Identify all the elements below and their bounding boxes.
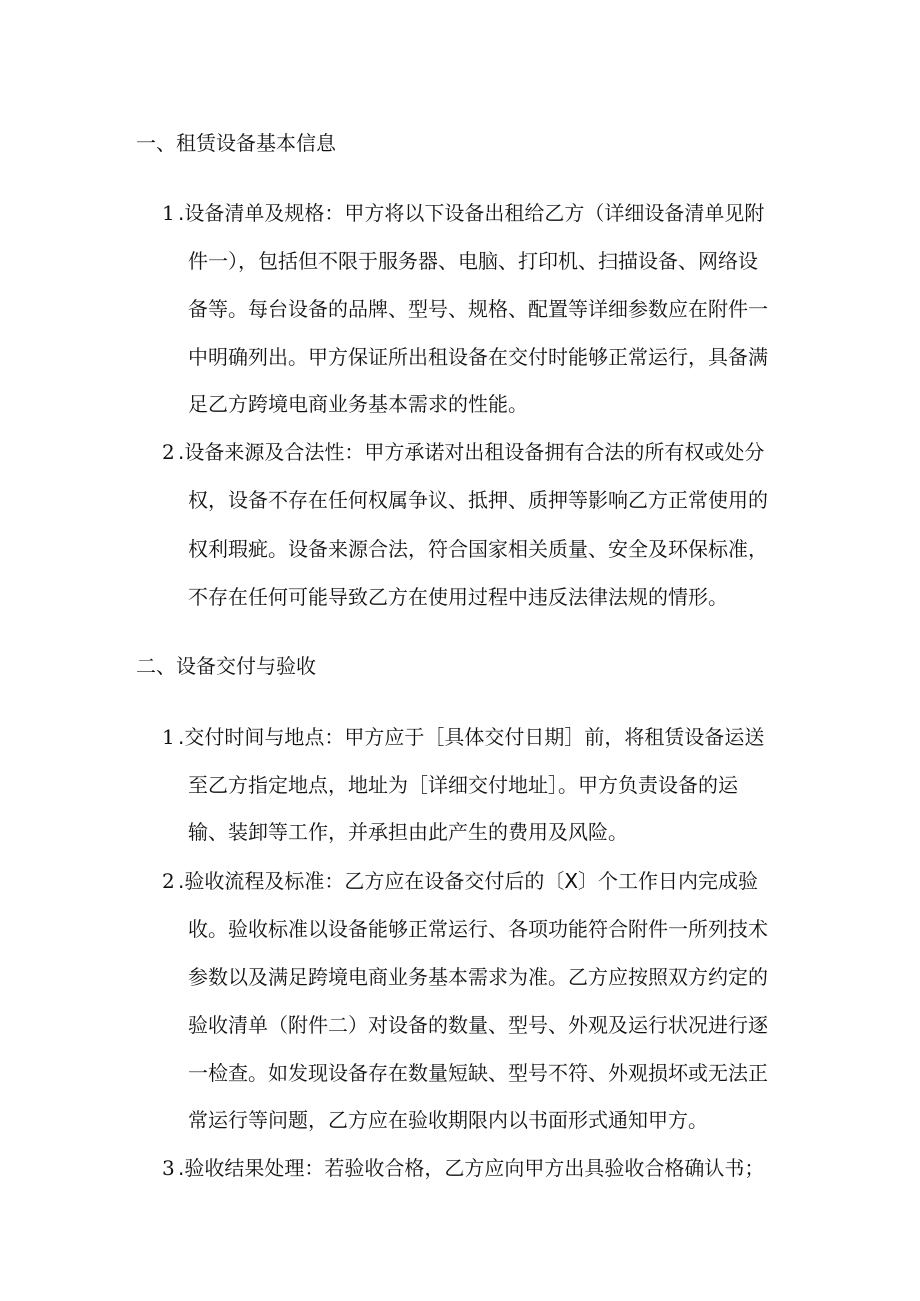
clause-line: 至乙方指定地点，地址为［详细交付地址］。甲方负责设备的运 [188,773,738,797]
clause-line: .验收流程及标准：乙方应在设备交付后的〔X〕个工作日内完成验 [178,869,759,893]
clause-line: .交付时间与地点：甲方应于［具体交付日期］前，将租赁设备运送 [178,725,765,749]
clause-line: 权，设备不存在任何权属争议、抵押、质押等影响乙方正常使用的 [188,488,768,512]
section-heading-1: 一、租赁设备基本信息 [136,131,336,155]
clause-line: .验收结果处理：若验收合格，乙方应向甲方出具验收合格确认书； [178,1156,765,1180]
clause-number: 2 [162,440,175,464]
clause-line: 输、装卸等工作，并承担由此产生的费用及风险。 [188,820,628,844]
clause-line: 足乙方跨境电商业务基本需求的性能。 [188,392,528,416]
clause-line: 参数以及满足跨境电商业务基本需求为准。乙方应按照双方约定的 [188,965,768,989]
clause-number: 1 [162,201,175,225]
clause-line: 不存在任何可能导致乙方在使用过程中违反法律法规的情形。 [188,585,728,609]
clause-line: 权利瑕疵。设备来源合法，符合国家相关质量、安全及环保标准， [188,537,768,561]
clause-number: 1 [162,725,175,749]
clause-line: 收。验收标准以设备能够正常运行、各项功能符合附件一所列技术 [188,917,768,941]
clause-line: 一检查。如发现设备存在数量短缺、型号不符、外观损坏或无法正 [188,1061,768,1085]
clause-line: 常运行等问题，乙方应在验收期限内以书面形式通知甲方。 [188,1108,708,1132]
section-heading-2: 二、设备交付与验收 [136,654,316,678]
clause-number: 3 [162,1156,175,1180]
clause-number: 2 [162,869,175,893]
clause-line: .设备来源及合法性：甲方承诺对出租设备拥有合法的所有权或处分 [178,440,765,464]
clause-line: .设备清单及规格：甲方将以下设备出租给乙方（详细设备清单见附 [178,201,765,225]
clause-line: 中明确列出。甲方保证所出租设备在交付时能够正常运行，具备满 [188,345,768,369]
clause-line: 件一），包括但不限于服务器、电脑、打印机、扫描设备、网络设 [188,249,758,273]
clause-line: 验收清单（附件二）对设备的数量、型号、外观及运行状况进行逐 [188,1013,768,1037]
clause-line: 备等。每台设备的品牌、型号、规格、配置等详细参数应在附件一 [188,297,768,321]
